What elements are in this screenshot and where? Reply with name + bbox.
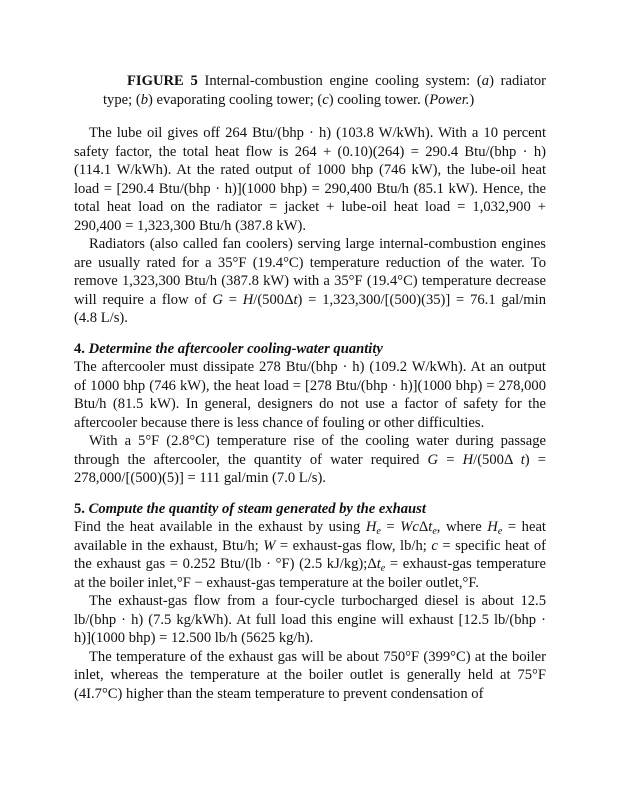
subscript: e: [432, 526, 437, 537]
subscript: e: [376, 526, 381, 537]
emphasis-text: H: [487, 519, 498, 535]
text-run: ) = 1,323,300/[(500)(35)] = 76.1 gal/min (4.8 L/s).: [74, 291, 546, 326]
text-run: /(500Δ: [253, 291, 294, 308]
emphasis-text: t: [376, 556, 381, 572]
emphasis-text: H: [462, 451, 474, 468]
text-run: = heat available in the exhaust, Btu/h;: [74, 519, 546, 554]
emphasis-text: t: [520, 451, 525, 468]
paragraph-aftercooler: [74, 358, 546, 432]
text-run: The temperature of the exhaust gas will be about 750°F (399°C) at the boiler inlet, whereas the temperature at the boiler outlet is generally held at 75°F (4I.7°C) higher than the steam temperature to prevent condensation of: [74, 648, 546, 702]
emphasis-text: t: [428, 519, 433, 535]
text-run: Internal-combustion engine cooling system: (: [197, 73, 482, 89]
text-run: With a 5°F (2.8°C) temperature rise of the cooling water during passage through the aftercooler, the quantity of water required: [74, 433, 546, 468]
emphasis-text: W: [263, 537, 276, 554]
emphasis-text: H: [365, 519, 377, 535]
paragraph-exhaust-temperature: [74, 648, 546, 704]
text-run: ): [469, 91, 475, 108]
document-page: [74, 72, 546, 703]
figure-caption: [103, 72, 546, 109]
subscript: e: [380, 563, 386, 574]
text-run: Δ: [418, 519, 429, 535]
paragraph-exhaust-flow: [74, 592, 546, 648]
text-run: The exhaust-gas flow from a four-cycle turbocharged diesel is about 12.5 lb/(bhp · h) (7.5 kg/kWh). At full load this engine will exhaust [12.5 lb/(bhp · h)](1000 bhp) = 12.500 lb/h (5625 kg/h).: [74, 593, 546, 646]
emphasis-text: c: [322, 91, 329, 108]
text-run: The lube oil gives off 264 Btu/(bhp · h) (103.8 W/kWh). With a 10 percent safety factor, the total heat flow is 264 + (0.10)(264) = 290.4 Btu/(bhp · h) (114.1 W/kWh). At the rated output of 1000 bhp (746 kW), the lube-oil heat load = [290.4 Btu/(bhp · h)](1000 bhp) = 290,400 Btu/h (85.1 kW). Hence, the total heat load on the radiator = jacket + lube-oil heat load = 1,032,900 + 290,400 = 1,323,300 Btu/h (387.8 kW).: [74, 125, 546, 234]
paragraph-radiators: [74, 235, 546, 328]
emphasis-text: a: [481, 73, 490, 89]
text-run: = specific heat of the exhaust gas = 0.252 Btu/(lb · °F) (2.5 kJ/kg);Δ: [74, 537, 547, 572]
section-number: 5.: [74, 500, 85, 517]
emphasis-text: Power.: [429, 91, 470, 108]
section-title: Compute the quantity of steam generated by the exhaust: [88, 500, 426, 517]
emphasis-text: FIGURE 5: [127, 73, 198, 89]
text-run: ) evaporating cooling tower; (: [148, 91, 323, 108]
emphasis-text: c: [431, 537, 438, 554]
text-run: =: [222, 291, 243, 308]
paragraph-temperature-rise: [74, 432, 546, 488]
section-5-heading: [74, 500, 546, 519]
text-run: =: [438, 451, 463, 468]
paragraph-lube-oil: [74, 124, 546, 235]
emphasis-text: H: [242, 291, 254, 308]
text-run: = exhaust-gas temperature at the boiler inlet,°F − exhaust-gas temperature at the boiler outlet,°F.: [74, 556, 546, 591]
emphasis-text: b: [140, 91, 148, 108]
text-run: Radiators (also called fan coolers) serving large internal-combustion engines are usually rated for a 35°F (19.4°C) temperature reduction of the water. To remove 1,323,300 Btu/h (387.8 kW) with a 35°F (19.4°C) temperature decrease will require a flow of: [74, 236, 546, 308]
text-run: = exhaust-gas flow, lb/h;: [275, 537, 432, 554]
emphasis-text: t: [293, 291, 298, 308]
text-run: /(500Δ: [473, 451, 521, 468]
section-title: Determine the aftercooler cooling-water quantity: [88, 340, 383, 357]
text-run: , where: [436, 519, 488, 535]
emphasis-text: Wc: [400, 519, 419, 535]
text-run: Find the heat available in the exhaust by using: [74, 519, 366, 535]
text-run: The aftercooler must dissipate 278 Btu/(bhp · h) (109.2 W/kWh). At an output of 1000 bhp (746 kW), the heat load = [278 Btu/(bhp · h)](1000 bhp) = 278,000 Btu/h (81.5 kW). In general, designers do not use a factor of safety for the aftercooler because there is less chance of fouling or other difficulties.: [74, 359, 546, 431]
text-run: =: [380, 519, 401, 535]
emphasis-text: G: [427, 451, 439, 468]
subscript: e: [497, 526, 503, 537]
section-4-heading: [74, 340, 546, 359]
text-run: ) radiator type; (: [103, 73, 547, 108]
text-run: ) cooling tower. (: [328, 91, 430, 108]
text-run: ) = 278,000/[(500)(5)] = 111 gal/min (7.0 L/s).: [74, 451, 546, 486]
section-number: 4.: [74, 340, 85, 357]
emphasis-text: G: [212, 291, 223, 308]
paragraph-heat-available: [74, 518, 546, 592]
